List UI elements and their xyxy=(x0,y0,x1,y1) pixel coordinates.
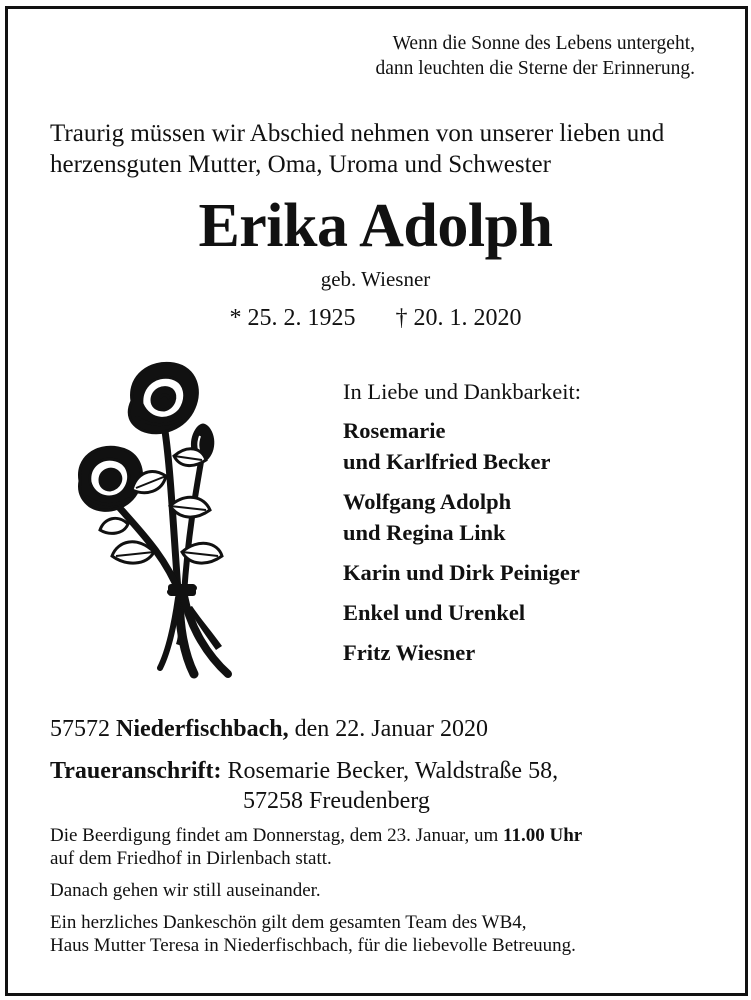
mourner-line: Wolfgang Adolph xyxy=(343,489,512,514)
rose-bouquet-icon xyxy=(70,356,250,686)
thanks-info xyxy=(50,911,710,957)
mourner-line: Fritz Wiesner xyxy=(343,640,476,665)
address-label: Traueranschrift: xyxy=(50,758,222,784)
mourner-line: Karin und Dirk Peiniger xyxy=(343,560,580,585)
funeral-time: 11.00 Uhr xyxy=(503,825,583,846)
funeral-line-1 xyxy=(50,824,710,847)
mourning-address xyxy=(50,756,558,816)
mourner-line: Enkel und Urenkel xyxy=(343,600,526,625)
birth-name: geb. Wiesner xyxy=(320,267,431,291)
town-name: Niederfischbach, xyxy=(116,716,289,742)
mourner-line: und Karlfried Becker xyxy=(343,449,551,474)
intro-line-1: Traurig müssen wir Abschied nehmen von unserer lieben und xyxy=(50,120,665,147)
deceased-name: Erika Adolph xyxy=(198,192,553,260)
intro-line-2: herzensguten Mutter, Oma, Uroma und Schwester xyxy=(50,151,551,178)
notice-date: den 22. Januar 2020 xyxy=(294,716,488,742)
thanks-line-1: Ein herzliches Dankeschön gilt dem gesamten Team des WB4, xyxy=(50,912,527,933)
mourner-group xyxy=(343,597,581,628)
place-date-line xyxy=(50,714,488,744)
motto-line-2: dann leuchten die Sterne der Erinnerung. xyxy=(375,58,695,79)
address-line-2: 57258 Freudenberg xyxy=(243,788,430,814)
mourner-group xyxy=(343,415,581,477)
motto-quote xyxy=(320,31,695,81)
birth-date: * 25. 2. 1925 xyxy=(229,305,356,331)
mourners-lead: In Liebe und Dankbarkeit: xyxy=(343,379,582,404)
intro-text xyxy=(50,118,664,180)
thanks-line-2: Haus Mutter Teresa in Niederfischbach, für die liebevolle Betreuung. xyxy=(50,935,576,956)
funeral-text: Die Beerdigung findet am Donnerstag, dem 23. Januar, um xyxy=(50,825,504,846)
mourner-group xyxy=(343,486,581,548)
death-date: † 20. 1. 2020 xyxy=(395,305,522,331)
motto-line-1: Wenn die Sonne des Lebens untergeht, xyxy=(392,33,695,54)
after-info xyxy=(50,879,710,902)
address-line-1: Rosemarie Becker, Waldstraße 58, xyxy=(227,758,559,784)
mourners-list xyxy=(343,377,581,677)
funeral-notes xyxy=(50,824,710,966)
mourner-line: Rosemarie xyxy=(343,418,446,443)
life-dates xyxy=(0,300,751,336)
after-line: Danach gehen wir still auseinander. xyxy=(50,880,321,901)
mourner-group xyxy=(343,557,581,588)
mourner-group xyxy=(343,637,581,668)
zip-code: 57572 xyxy=(50,716,110,742)
funeral-line-2: auf dem Friedhof in Dirlenbach statt. xyxy=(50,848,332,869)
mourner-line: und Regina Link xyxy=(343,520,506,545)
funeral-info xyxy=(50,824,710,870)
